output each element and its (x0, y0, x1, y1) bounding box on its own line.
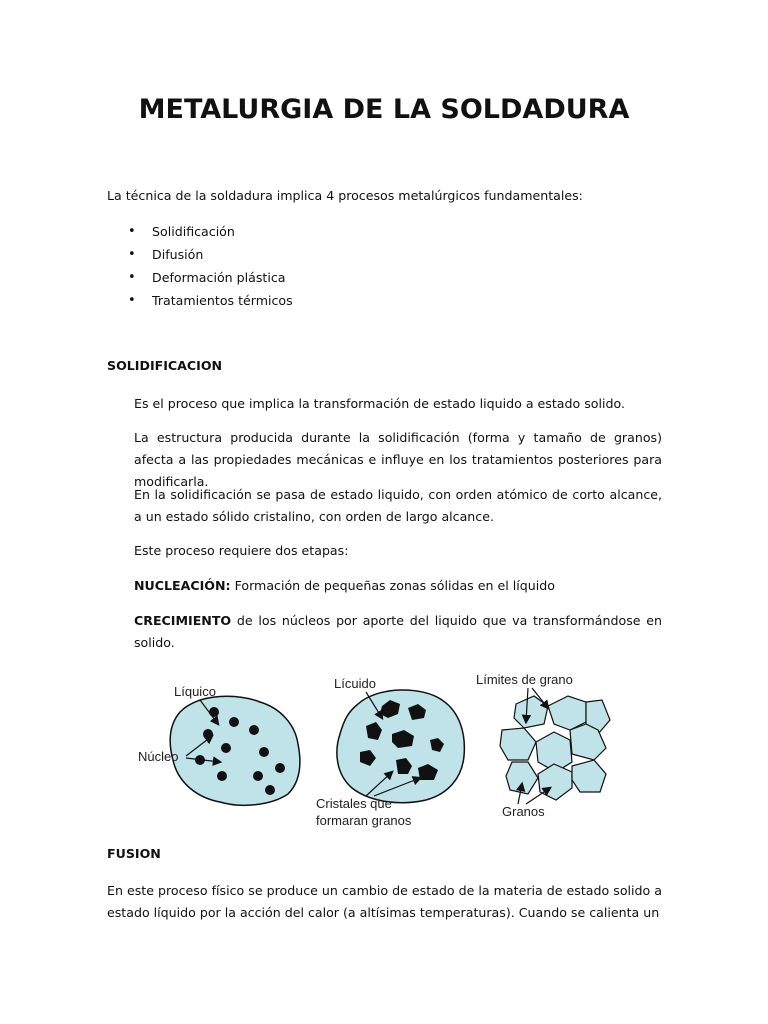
nucleacion-paragraph: NUCLEACIÓN: Formación de pequeñas zonas sólidas en el líquido (134, 578, 555, 593)
nucleus-dot (265, 785, 275, 795)
label-liquido-2: Lícuido (334, 676, 376, 691)
list-item: • Difusión (128, 243, 293, 266)
list-item: • Solidificación (128, 220, 293, 243)
paragraph: Este proceso requiere dos etapas: (134, 543, 349, 558)
process-list (128, 220, 293, 312)
nucleus-dot (217, 771, 227, 781)
paragraph: En este proceso físico se produce un cambio de estado de la materia de estado solido a estado líquido por la acción del calor (a altísimas temperaturas). Cuando se calienta un (107, 883, 662, 920)
label-liquido-1: Líquico (174, 684, 216, 699)
bullet-icon: • (128, 293, 136, 308)
nucleus-dot (259, 747, 269, 757)
liquid-blob-1 (170, 696, 300, 805)
list-item: • Deformación plástica (128, 266, 293, 289)
nucleus-dot (249, 725, 259, 735)
nucleus-dot (229, 717, 239, 727)
label-cristales-1: Cristales que (316, 796, 392, 811)
nucleus-dot (209, 707, 219, 717)
crecimiento-paragraph: CRECIMIENTO de los núcleos por aporte del liquido que va transformándose en solido. (134, 613, 662, 650)
section-heading-fusion: FUSION (107, 846, 161, 861)
grain-cluster (500, 696, 610, 800)
bullet-icon: • (128, 224, 136, 239)
label-nucleo: Núcleo (138, 749, 179, 764)
bullet-icon: • (128, 247, 136, 262)
nucleus-dot (253, 771, 263, 781)
label-limites: Límites de grano (476, 672, 573, 687)
nucleus-dot (275, 763, 285, 773)
label-cristales-2: formaran granos (316, 813, 412, 828)
nucleus-dot (203, 729, 213, 739)
nucleus-dot (221, 743, 231, 753)
intro-paragraph: La técnica de la soldadura implica 4 procesos metalúrgicos fundamentales: (107, 188, 583, 203)
list-item: • Tratamientos térmicos (128, 289, 293, 312)
label-granos: Granos (502, 804, 545, 819)
paragraph: Es el proceso que implica la transformación de estado liquido a estado solido. (134, 396, 625, 411)
section-heading-solidificacion: SOLIDIFICACION (107, 358, 223, 373)
solidification-diagram (130, 664, 650, 834)
page-title: METALURGIA DE LA SOLDADURA (138, 94, 630, 125)
bullet-icon: • (128, 270, 136, 285)
paragraph: En la solidificación se pasa de estado liquido, con orden atómico de corto alcance, a un estado sólido cristalino, con orden de largo alcance. (134, 487, 662, 524)
paragraph: La estructura producida durante la solidificación (forma y tamaño de granos) afecta a las propiedades mecánicas e influye en los tratamientos posteriores para modificarla. (134, 430, 662, 489)
